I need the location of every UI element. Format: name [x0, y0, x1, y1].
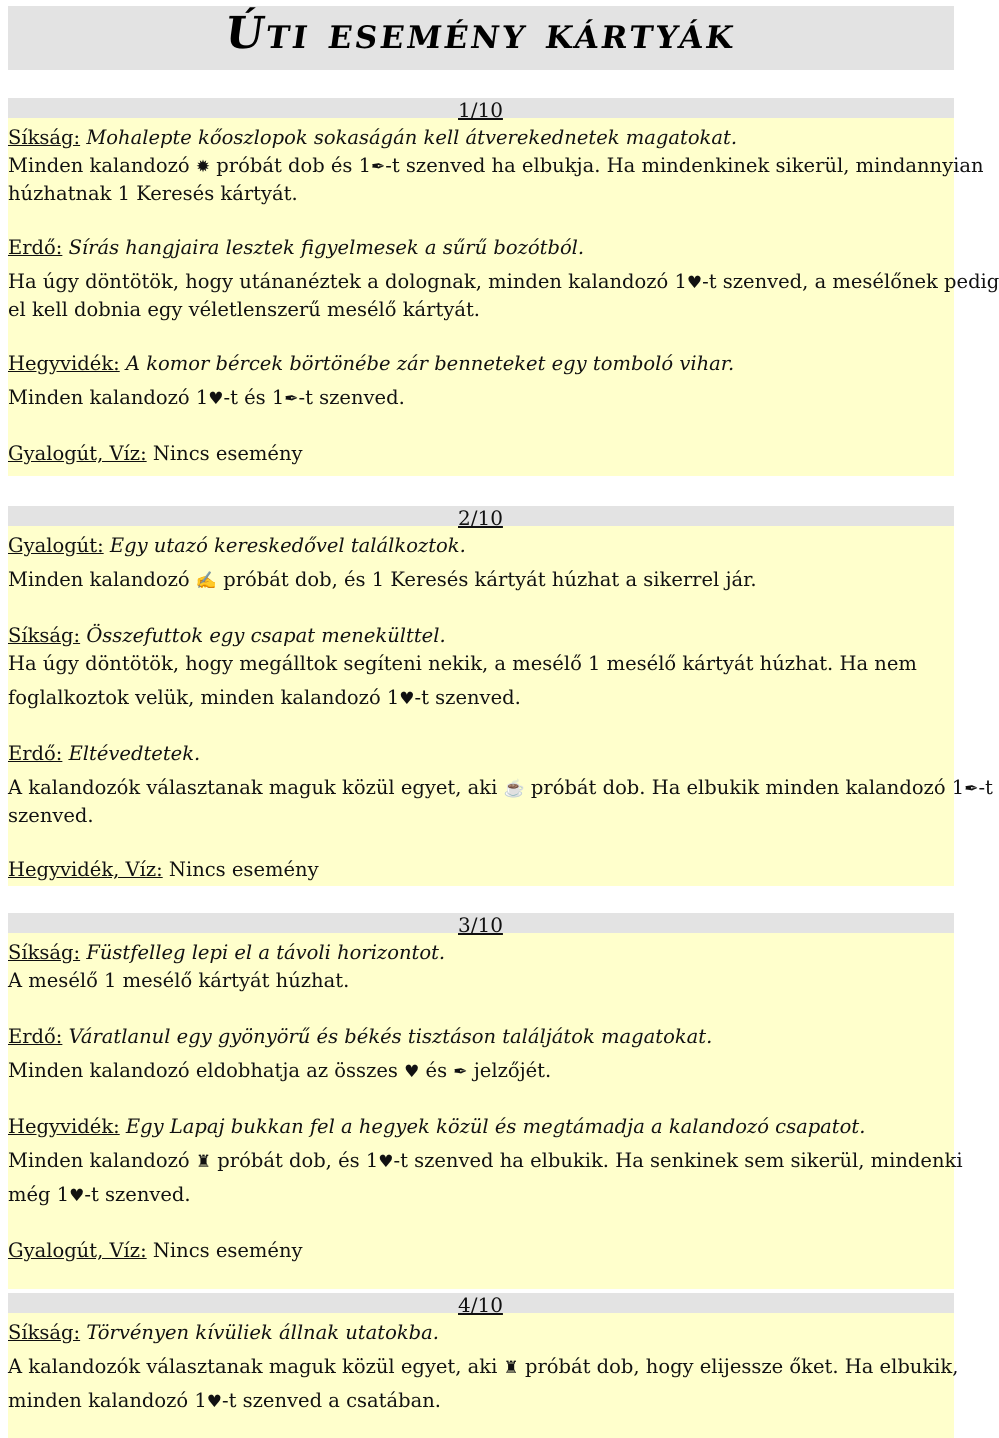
terrain-label: Erdő: [8, 1025, 63, 1048]
hand-icon: ✍ [195, 571, 218, 591]
event-text: minden kalandozó 1♥-t szenved a csatában. [8, 1389, 441, 1412]
event-none: Hegyvidék, Víz: Nincs esemény [8, 858, 319, 881]
heart-icon: ♥ [378, 1152, 394, 1172]
feather-icon: ✒ [453, 1062, 468, 1082]
event-text: Minden kalandozó ✍ próbát dob, és 1 Keresés kártyát húzhat a sikerrel jár. [8, 568, 757, 591]
event-text: foglalkoztok velük, minden kalandozó 1♥-t szenved. [8, 686, 521, 709]
event-headline: Síkság: Füstfelleg lepi el a távoli horizontot. [8, 941, 446, 964]
event-text: Minden kalandozó ♜ próbát dob, és 1♥-t szenved ha elbukik. Ha senkinek sem sikerül, mindenki [8, 1149, 963, 1172]
card-number: 2/10 [458, 506, 503, 530]
terrain-label: Hegyvidék, Víz: [8, 858, 163, 881]
terrain-label: Erdő: [8, 742, 63, 765]
event-text: húzhatnak 1 Keresés kártyát. [8, 182, 298, 205]
event-headline: Gyalogút: Egy utazó kereskedővel találkoztok. [8, 534, 466, 557]
card-body [8, 526, 993, 886]
event-text: szenved. [8, 804, 94, 827]
event-text: A mesélő 1 mesélő kártyát húzhat. [8, 969, 350, 992]
event-text: Minden kalandozó 1♥-t és 1✒-t szenved. [8, 386, 405, 409]
feather-icon: ✒ [371, 157, 386, 177]
event-card [8, 1293, 959, 1438]
terrain-label: Síkság: [8, 1321, 81, 1344]
card-header [8, 506, 954, 530]
page-title: Úti esemény kártyák [222, 8, 740, 59]
card-body [8, 118, 999, 476]
title-bar [8, 6, 954, 70]
sun-icon: ✹ [195, 157, 211, 177]
event-text: A kalandozók választanak maguk közül egyet, aki ♜ próbát dob, hogy elijessze őket. Ha elbukik, [8, 1355, 959, 1378]
event-text: A kalandozók választanak maguk közül egyet, aki ☕ próbát dob. Ha elbukik minden kalandozó 1✒-t [8, 776, 993, 799]
terrain-label: Hegyvidék: [8, 352, 120, 375]
event-none: Gyalogút, Víz: Nincs esemény [8, 1239, 303, 1262]
terrain-label: Gyalogút: [8, 534, 104, 557]
event-headline: Hegyvidék: Egy Lapaj bukkan fel a hegyek közül és megtámadja a kalandozó csapatot. [8, 1115, 866, 1138]
heart-icon: ♥ [69, 1186, 85, 1206]
heart-icon: ♥ [686, 273, 703, 293]
event-text: Ha úgy döntötök, hogy megálltok segíteni nekik, a mesélő 1 mesélő kártyát húzhat. Ha nem [8, 652, 917, 675]
card-body [8, 1313, 959, 1438]
event-headline: Síkság: Mohalepte kőoszlopok sokaságán kell átverekednetek magatokat. [8, 126, 738, 149]
event-headline: Erdő: Sírás hangjaira lesztek figyelmesek a sűrű bozótból. [8, 236, 585, 259]
card-number: 1/10 [458, 98, 503, 122]
terrain-label: Hegyvidék: [8, 1115, 120, 1138]
event-text: még 1♥-t szenved. [8, 1183, 191, 1206]
event-text: Ha úgy döntötök, hogy utánanéztek a dolognak, minden kalandozó 1♥-t szenved, a mesélőnek pedig [8, 270, 999, 293]
event-headline: Síkság: Törvényen kívüliek állnak utatokba. [8, 1321, 439, 1344]
terrain-label: Erdő: [8, 236, 63, 259]
feather-icon: ✒ [964, 779, 979, 799]
card-number: 3/10 [458, 913, 503, 937]
feather-icon: ✒ [284, 389, 299, 409]
event-text: Minden kalandozó eldobhatja az összes ♥ és ✒ jelzőjét. [8, 1059, 552, 1082]
event-headline: Erdő: Váratlanul egy gyönyörű és békés tisztáson találjátok magatokat. [8, 1025, 713, 1048]
event-text: Minden kalandozó ✹ próbát dob és 1✒-t szenved ha elbukja. Ha mindenkinek sikerül, mindannyian [8, 154, 984, 177]
heart-icon: ♥ [399, 689, 415, 709]
event-card [8, 98, 999, 476]
event-card [8, 506, 993, 886]
card-header [8, 98, 954, 122]
event-headline: Erdő: Eltévedtetek. [8, 742, 201, 765]
knight-icon: ♜ [503, 1358, 519, 1378]
terrain-label: Síkság: [8, 624, 81, 647]
event-card [8, 913, 963, 1289]
event-headline: Síkság: Összefuttok egy csapat menekülttel. [8, 624, 446, 647]
terrain-label: Síkság: [8, 126, 81, 149]
heart-icon: ♥ [404, 1062, 420, 1082]
event-none: Gyalogút, Víz: Nincs esemény [8, 442, 303, 465]
heart-icon: ♥ [208, 389, 224, 409]
card-header [8, 1293, 954, 1317]
terrain-label: Gyalogút, Víz: [8, 442, 147, 465]
mask-icon: ☕ [503, 779, 525, 799]
terrain-label: Gyalogút, Víz: [8, 1239, 147, 1262]
event-text: el kell dobnia egy véletlenszerű mesélő kártyát. [8, 298, 480, 321]
card-number: 4/10 [458, 1293, 503, 1317]
terrain-label: Síkság: [8, 941, 81, 964]
event-headline: Hegyvidék: A komor bércek börtönébe zár benneteket egy tomboló vihar. [8, 352, 735, 375]
knight-icon: ♜ [195, 1152, 212, 1172]
card-body [8, 933, 963, 1289]
card-header [8, 913, 954, 937]
heart-icon: ♥ [206, 1392, 223, 1412]
